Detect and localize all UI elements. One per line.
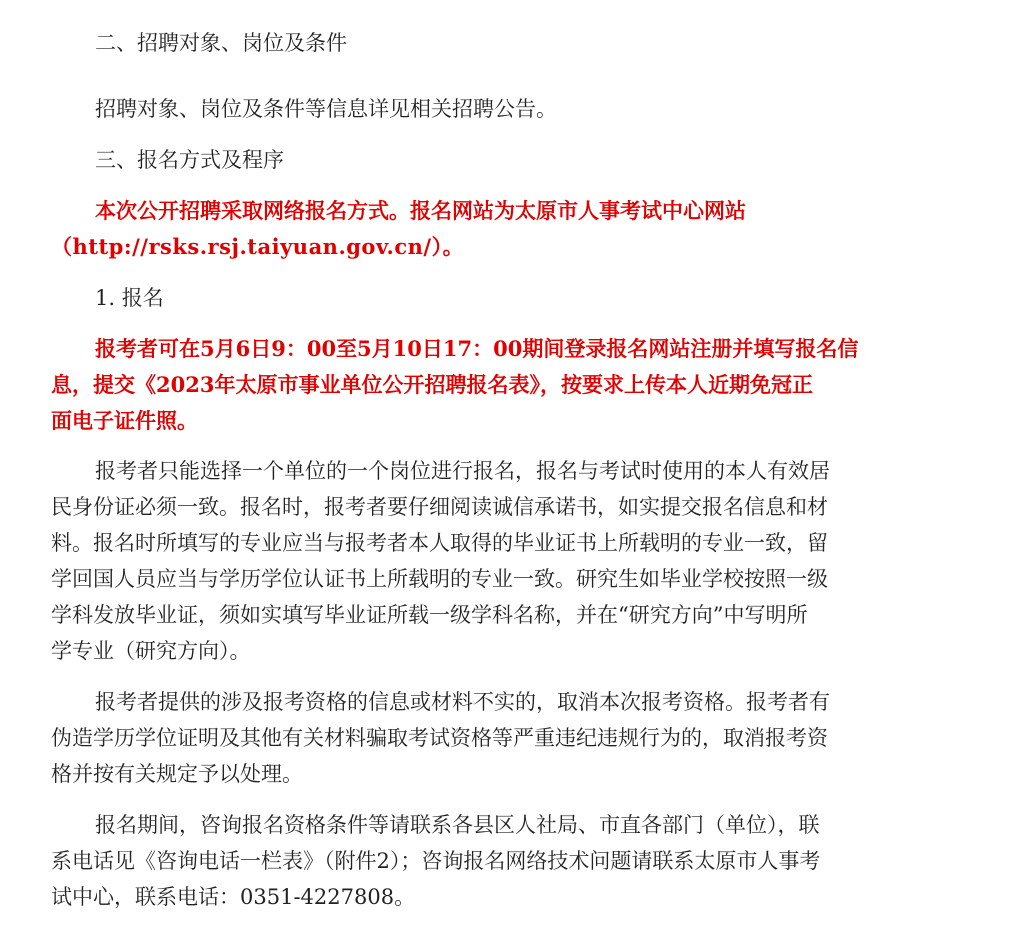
subsection-heading-registration-text: 1. 报名 [95,286,164,310]
paragraph-line: 学回国人员应当与学历学位认证书上所载明的专业一致。研究生如毕业学校按照一级 [51,567,828,591]
paragraph-line: 民身份证必须一致。报名时，报考者要仔细阅读诚信承诺书，如实提交报名信息和材 [51,495,828,519]
contact-phone-line: 试中心，联系电话：0351-4227808。 [51,885,416,909]
registration-method-line-1: 本次公开招聘采取网络报名方式。报名网站为太原市人事考试中心网站 [95,198,746,223]
registration-period-notice [51,331,896,439]
section-heading-3-text: 三、报名方式及程序 [95,148,284,172]
section-heading-3 [51,142,896,178]
registration-period-line-2: 息，提交《2023年太原市事业单位公开招聘报名表》，按要求上传本人近期免冠正 [51,372,813,397]
section-heading-2-text: 二、招聘对象、岗位及条件 [95,31,347,55]
registration-period-line-1: 报考者可在5月6日9：00至5月10日17：00期间登录报名网站注册并填写报名信 [95,336,859,361]
false-information-paragraph [51,684,896,792]
registration-period-line-3: 面电子证件照。 [51,408,198,433]
section-2-body [51,91,896,127]
registration-method-notice [51,193,896,265]
paragraph-line: 格并按有关规定予以处理。 [51,762,303,786]
paragraph-line: 报名期间，咨询报名资格条件等请联系各县区人社局、市直各部门（单位），联 [95,813,820,837]
subsection-heading-registration [51,280,896,316]
paragraph-line: 报考者提供的涉及报考资格的信息或材料不实的，取消本次报考资格。报考者有 [95,690,830,714]
paragraph-line: 伪造学历学位证明及其他有关材料骗取考试资格等严重违纪违规行为的，取消报考资 [51,726,828,750]
id-consistency-paragraph [51,453,896,669]
contact-paragraph [51,807,896,915]
section-2-body-line: 招聘对象、岗位及条件等信息详见相关招聘公告。 [95,97,557,121]
paragraph-line: 学专业（研究方向）。 [51,639,251,663]
paragraph-line: 学科发放毕业证，须如实填写毕业证所载一级学科名称，并在“研究方向”中写明所 [51,603,808,627]
paragraph-line: 报考者只能选择一个单位的一个岗位进行报名，报名与考试时使用的本人有效居 [95,459,830,483]
paragraph-line: 系电话见《咨询电话一栏表》（附件2）；咨询报名网络技术问题请联系太原市人事考 [51,849,821,873]
registration-website-url: （http://rsks.rsj.taiyuan.gov.cn/）。 [51,234,465,259]
paragraph-line: 料。报名时所填写的专业应当与报考者本人取得的毕业证书上所载明的专业一致，留 [51,531,828,555]
section-heading-2 [51,25,896,61]
